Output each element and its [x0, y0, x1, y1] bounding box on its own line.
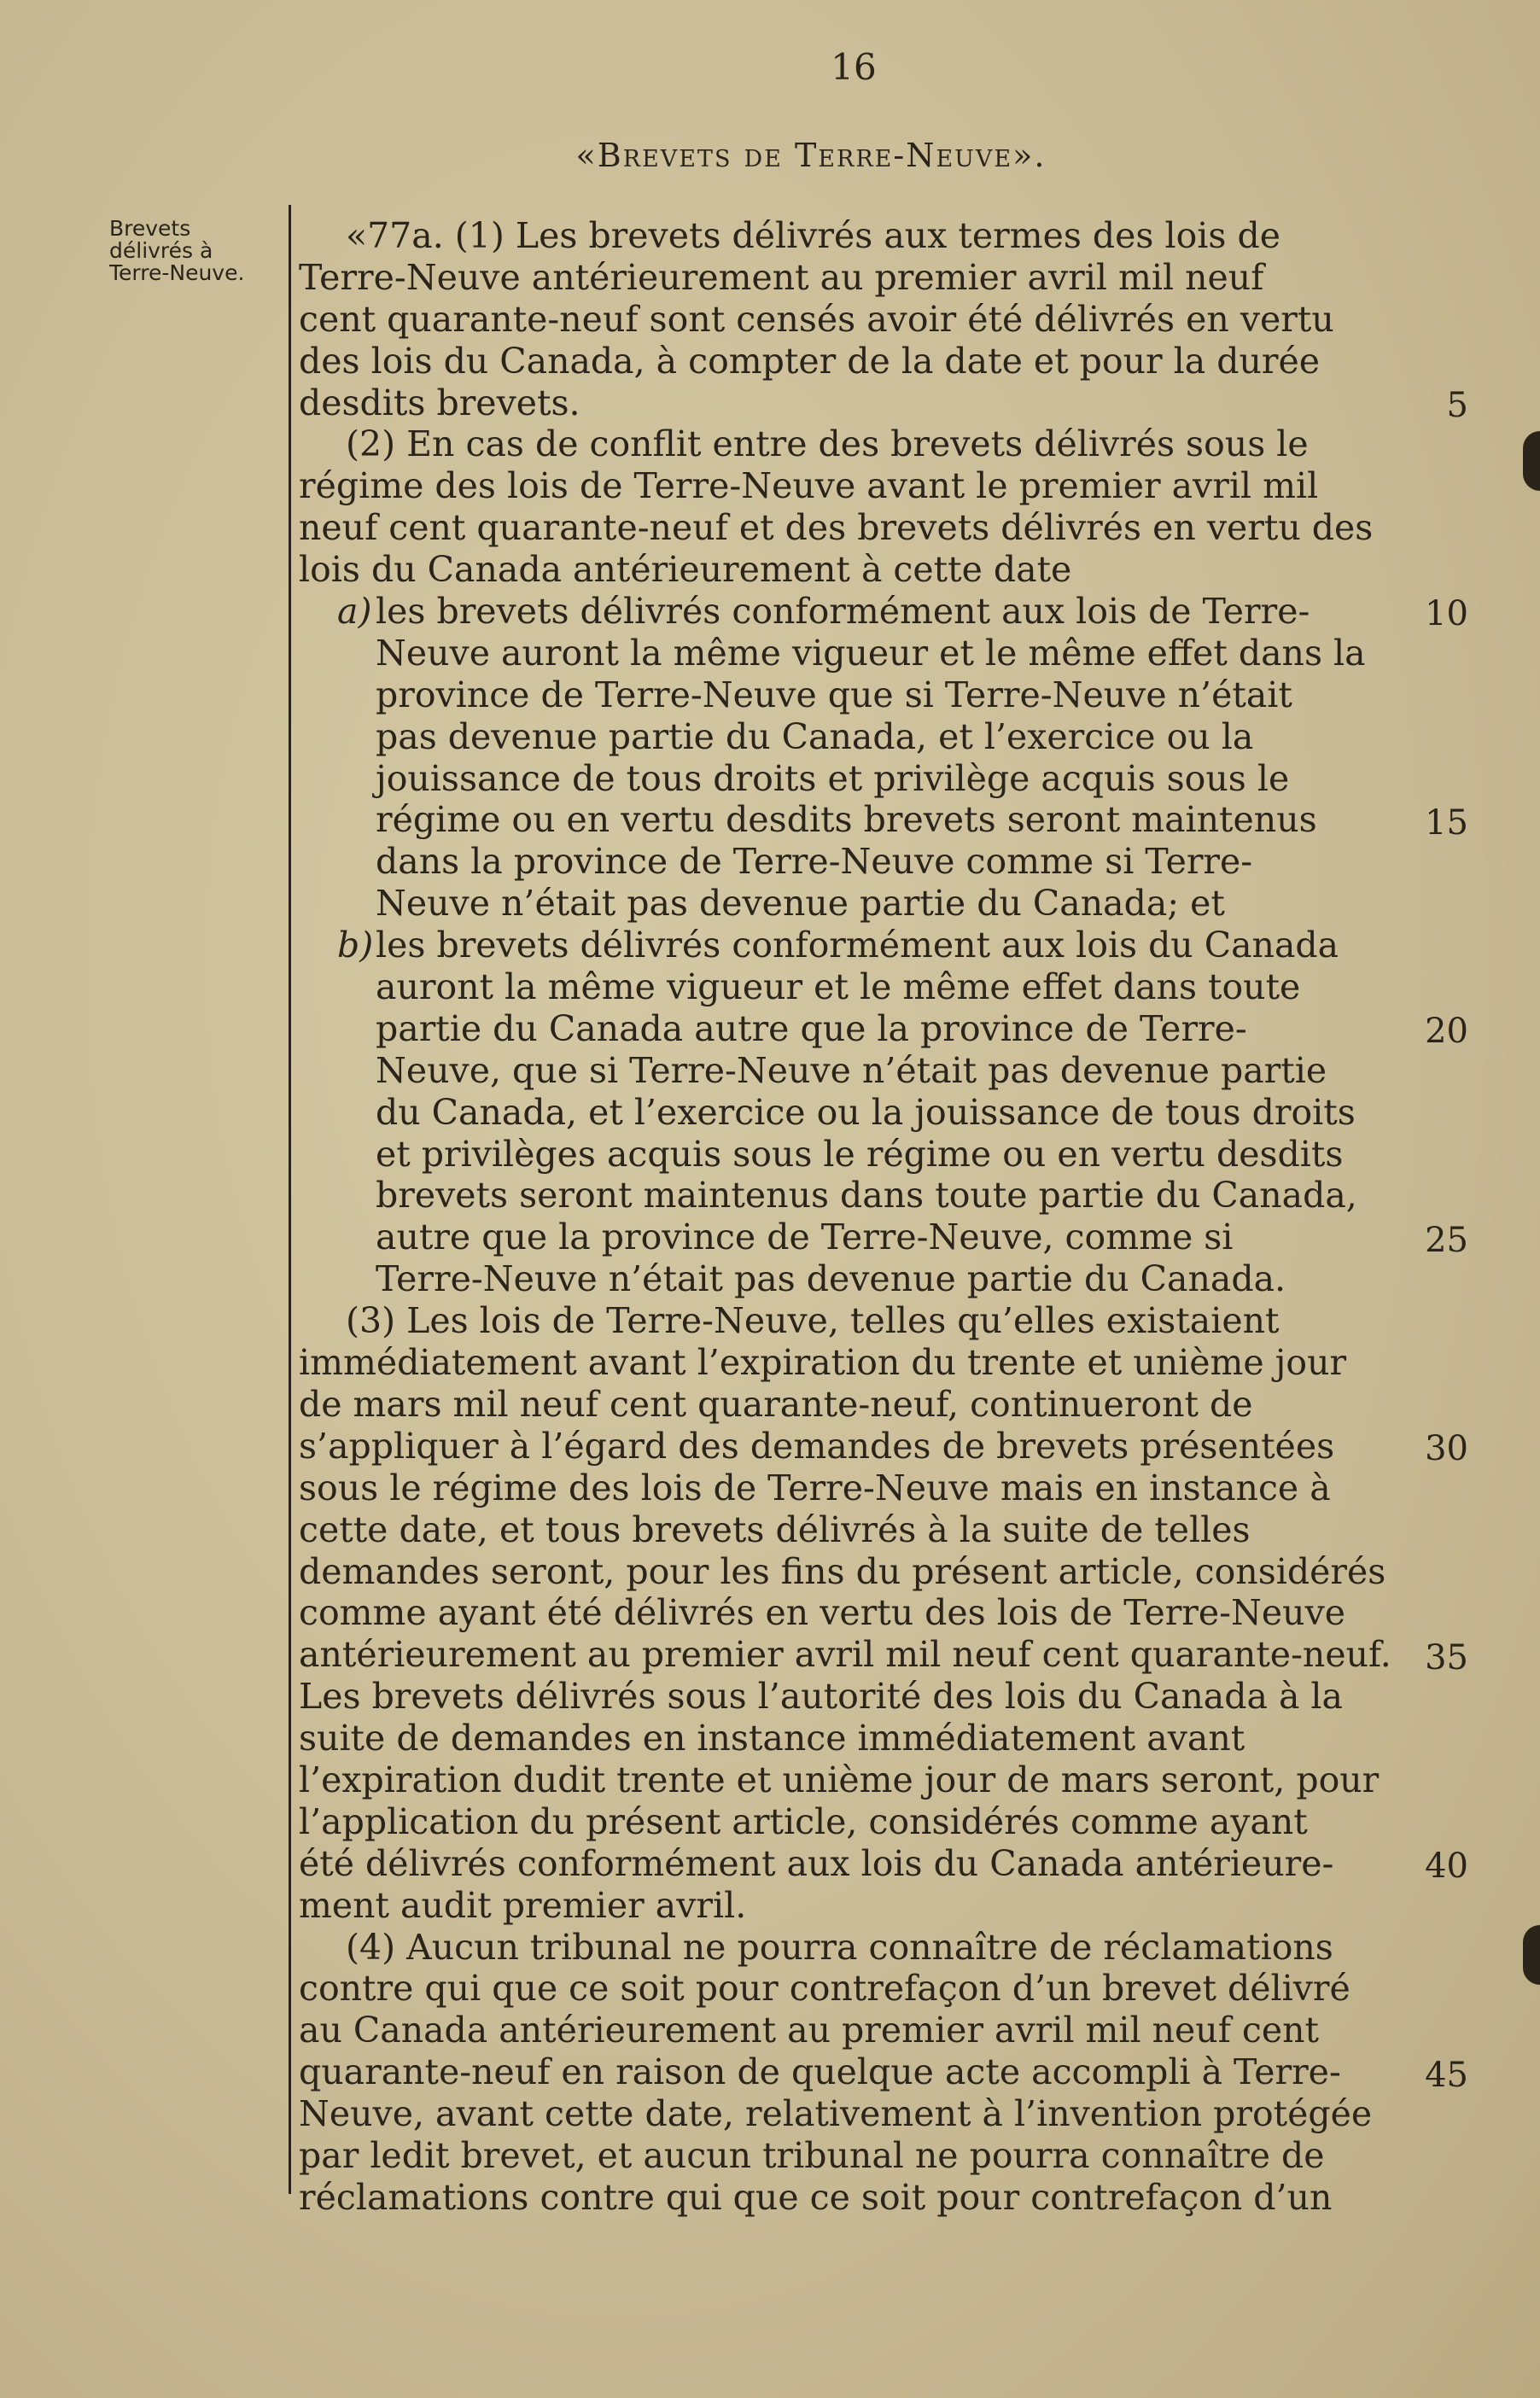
line-text: (3) Les lois de Terre-Neuve, telles qu’elles existaient	[346, 1300, 1280, 1342]
running-head: «Brevets de Terre-Neuve».	[575, 137, 1047, 174]
line-text: par ledit brevet, et aucun tribunal ne pourra connaître de	[299, 2134, 1325, 2176]
text-line	[299, 1550, 1386, 1593]
text-line	[299, 2010, 1383, 2051]
scan-edge-mark	[1523, 431, 1540, 491]
text-line	[299, 841, 1383, 883]
line-text: cette date, et tous brevets délivrés à la suite de telles	[299, 1508, 1251, 1550]
line-text: cent quarante-neuf sont censés avoir été délivrés en vertu	[299, 298, 1334, 340]
text-line	[299, 1759, 1383, 1801]
line-text: s’appliquer à l’égard des demandes de brevets présentées	[299, 1425, 1335, 1467]
line-text: ment audit premier avril.	[299, 1884, 747, 1926]
text-line	[299, 591, 1383, 633]
line-number: 30	[1425, 1429, 1468, 1469]
line-text: Les brevets délivrés sous l’autorité des lois du Canada à la	[299, 1676, 1343, 1718]
text-line	[299, 1426, 1383, 1467]
text-line	[299, 1718, 1383, 1759]
line-text: sous le régime des lois de Terre-Neuve mais en instance à	[299, 1467, 1331, 1508]
line-text: desdits brevets.	[299, 382, 580, 423]
text-line	[299, 1342, 1383, 1384]
line-text: autre que la province de Terre-Neuve, comme si	[376, 1217, 1234, 1258]
line-text: quarante-neuf en raison de quelque acte accompli à Terre-	[299, 2051, 1341, 2093]
line-number: 20	[1425, 1012, 1468, 1052]
text-line	[299, 1092, 1383, 1134]
line-text: province de Terre-Neuve que si Terre-Neuve n’était	[376, 674, 1292, 715]
line-text: brevets seront maintenus dans toute partie du Canada,	[376, 1175, 1357, 1217]
text-line	[299, 1134, 1383, 1176]
text-line	[299, 1968, 1383, 2010]
text-line	[299, 1258, 1383, 1300]
text-line	[299, 758, 1383, 800]
line-text: partie du Canada autre que la province de Terre-	[376, 1007, 1247, 1049]
line-text: et privilèges acquis sous le régime ou en vertu desdits	[376, 1133, 1344, 1175]
line-text: contre qui que ce soit pour contrefaçon d’un brevet délivré	[299, 1968, 1350, 2010]
line-text: Neuve auront la même vigueur et le même effet dans la	[376, 632, 1366, 674]
line-text: jouissance de tous droits et privilège acquis sous le	[376, 757, 1290, 799]
text-line	[299, 1050, 1383, 1092]
text-line	[299, 1592, 1383, 1634]
text-line	[299, 423, 1383, 465]
line-text: au Canada antérieurement au premier avril mil neuf cent	[299, 2010, 1320, 2051]
line-text: du Canada, et l’exercice ou la jouissance de tous droits	[376, 1091, 1356, 1133]
line-text: Neuve n’était pas devenue partie du Canada; et	[376, 883, 1225, 925]
item-label: a)	[337, 591, 372, 633]
line-text: de mars mil neuf cent quarante-neuf, continueront de	[299, 1383, 1253, 1425]
text-line	[299, 507, 1383, 549]
line-text: immédiatement avant l’expiration du trente et unième jour	[299, 1342, 1347, 1384]
text-line	[299, 2093, 1383, 2135]
line-text: Terre-Neuve antérieurement au premier avril mil neuf	[299, 256, 1264, 298]
text-line	[299, 215, 1383, 257]
margin-note-line: Brevets	[109, 216, 191, 241]
line-text: auront la même vigueur et le même effet dans toute	[376, 966, 1301, 1008]
page-number: 16	[831, 46, 877, 88]
line-text: l’application du présent article, considérés comme ayant	[299, 1800, 1308, 1842]
line-text: été délivrés conformément aux lois du Canada antérieure-	[299, 1842, 1334, 1884]
text-line	[299, 1885, 1383, 1927]
text-line	[299, 1927, 1383, 1969]
text-line	[299, 716, 1383, 758]
text-line	[299, 1634, 1391, 1676]
text-line	[299, 1008, 1383, 1050]
text-line	[299, 1801, 1383, 1843]
text-line	[299, 1217, 1383, 1258]
line-text: Neuve, avant cette date, relativement à l’invention protégée	[299, 2093, 1373, 2135]
line-number: 5	[1446, 385, 1468, 425]
vertical-rule	[289, 205, 291, 2194]
line-text: (2) En cas de conflit entre des brevets délivrés sous le	[346, 423, 1309, 465]
text-line	[299, 1509, 1383, 1551]
line-text: antérieurement au premier avril mil neuf cent quarante-neuf.	[299, 1634, 1391, 1676]
line-text: les brevets délivrés conformément aux lois du Canada	[376, 925, 1339, 966]
text-line	[299, 925, 1383, 966]
text-line	[299, 2177, 1383, 2219]
line-number: 10	[1425, 594, 1468, 634]
line-text: dans la province de Terre-Neuve comme si Terre-	[376, 841, 1253, 883]
line-text: «77a. (1) Les brevets délivrés aux termes des lois de	[346, 215, 1280, 256]
line-text: neuf cent quarante-neuf et des brevets délivrés en vertu des	[299, 507, 1374, 549]
text-line	[299, 1676, 1383, 1718]
line-number: 25	[1425, 1220, 1468, 1260]
text-line	[299, 883, 1383, 925]
text-line	[299, 549, 1383, 591]
text-line	[299, 299, 1383, 341]
text-line	[299, 2051, 1383, 2093]
line-text: pas devenue partie du Canada, et l’exercice ou la	[376, 715, 1254, 757]
line-number: 15	[1425, 802, 1468, 843]
line-text: suite de demandes en instance immédiatement avant	[299, 1718, 1245, 1759]
line-text: les brevets délivrés conformément aux lois de Terre-	[376, 591, 1310, 633]
item-label: b)	[337, 925, 374, 966]
text-line	[299, 382, 1383, 424]
line-text: Neuve, que si Terre-Neuve n’était pas devenue partie	[376, 1049, 1327, 1091]
line-text: comme ayant été délivrés en vertu des lois de Terre-Neuve	[299, 1592, 1345, 1634]
line-text: réclamations contre qui que ce soit pour contrefaçon d’un	[299, 2176, 1333, 2218]
line-number: 40	[1425, 1847, 1468, 1887]
line-text: Terre-Neuve n’était pas devenue partie du Canada.	[376, 1258, 1286, 1300]
text-line	[299, 257, 1383, 299]
line-text: demandes seront, pour les fins du présent article, considérés	[299, 1550, 1386, 1592]
line-text: (4) Aucun tribunal ne pourra connaître de réclamations	[346, 1926, 1333, 1968]
line-text: régime ou en vertu desdits brevets seront maintenus	[376, 799, 1317, 841]
line-text: régime des lois de Terre-Neuve avant le premier avril mil	[299, 465, 1319, 507]
text-line	[299, 1843, 1383, 1885]
body-text	[299, 215, 1391, 2219]
text-line	[299, 1300, 1383, 1342]
line-text: lois du Canada antérieurement à cette date	[299, 549, 1072, 591]
text-line	[299, 1384, 1383, 1426]
text-line	[299, 1175, 1383, 1217]
margin-note-line: délivrés à	[109, 238, 213, 263]
text-line	[299, 341, 1383, 382]
text-line	[299, 1467, 1383, 1509]
text-line	[299, 674, 1383, 716]
scan-edge-mark	[1523, 1925, 1540, 1985]
text-line	[299, 465, 1383, 507]
line-text: des lois du Canada, à compter de la date et pour la durée	[299, 340, 1320, 382]
margin-note-line: Terre-Neuve.	[109, 260, 245, 285]
text-line	[299, 966, 1383, 1008]
text-line	[299, 799, 1383, 841]
text-line	[299, 633, 1383, 674]
line-text: l’expiration dudit trente et unième jour de mars seront, pour	[299, 1759, 1380, 1800]
line-number: 45	[1425, 2055, 1468, 2095]
line-number: 35	[1425, 1637, 1468, 1677]
text-line	[299, 2135, 1383, 2177]
margin-note	[109, 218, 289, 284]
